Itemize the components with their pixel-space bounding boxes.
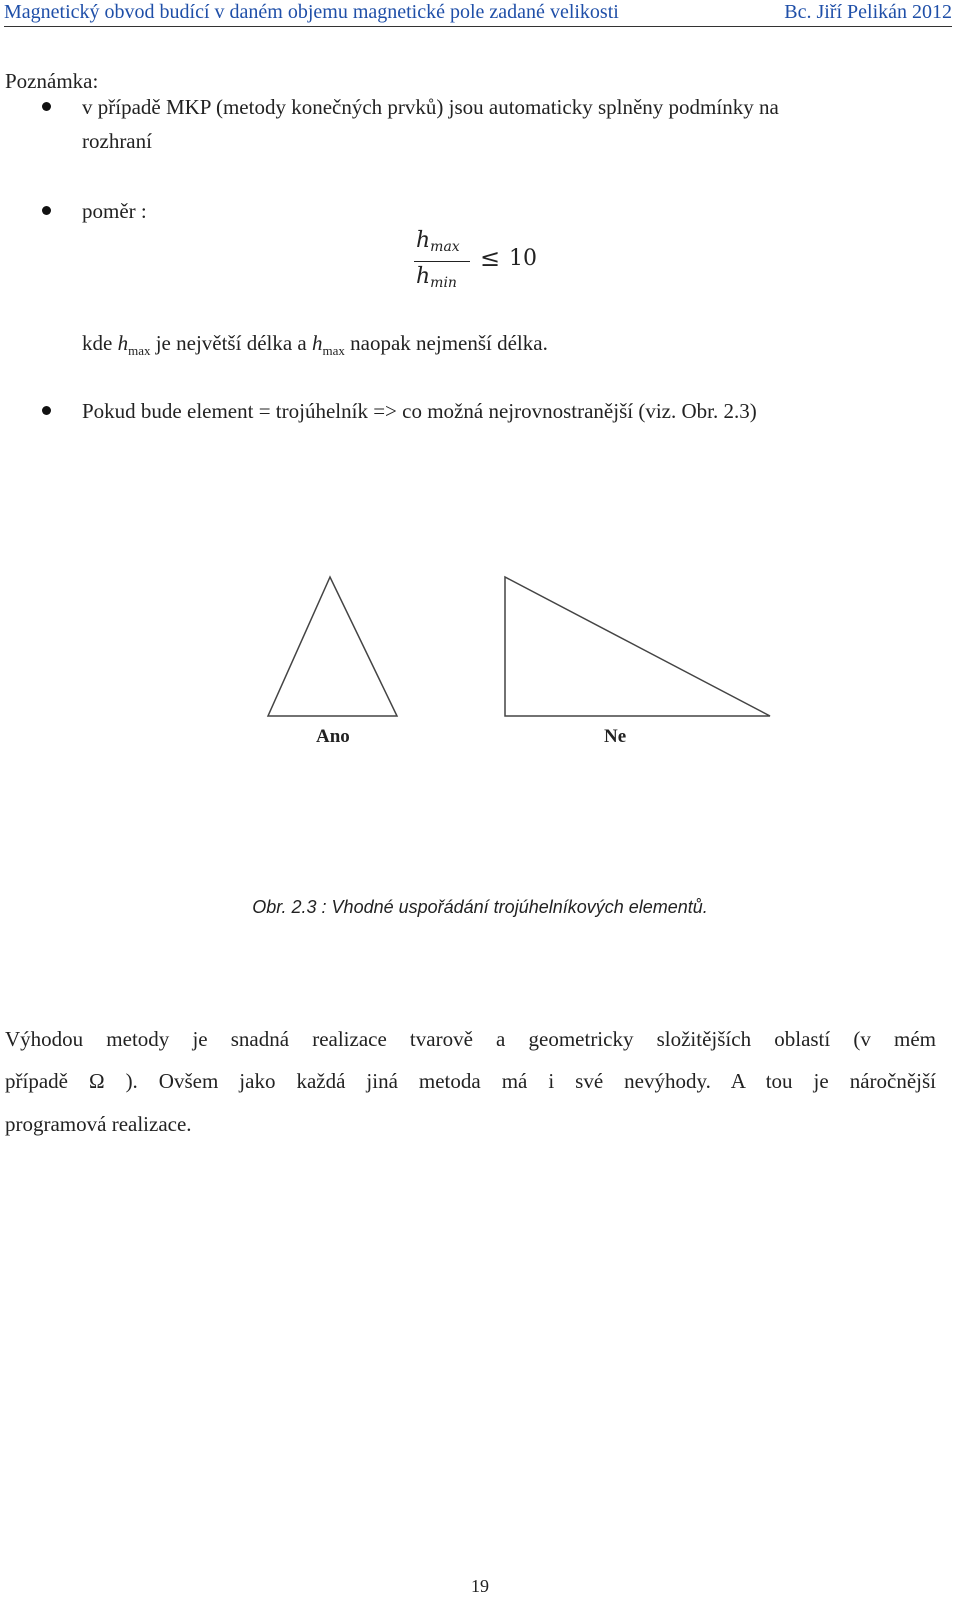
formula-rhs: 10 (509, 246, 537, 271)
bullet-dot-1 (42, 102, 51, 111)
formula-relation: ≤ (480, 244, 501, 272)
bullet-dot-3 (42, 406, 51, 415)
bullet-1-line-2: rozhraní (82, 129, 152, 153)
figure-label-ano: Ano (316, 726, 350, 747)
bullet-1-line-1: v případě MKP (metody konečných prvků) jsou automaticky splněny podmínky na (82, 95, 779, 119)
formula-denominator: hmin (416, 264, 457, 291)
header-title: Magnetický obvod budící v daném objemu magnetické pole zadané velikosti (4, 1, 619, 23)
page-number: 19 (471, 1576, 489, 1596)
page-header (4, 0, 952, 24)
note-heading: Poznámka: (5, 69, 99, 93)
formula-numerator: hmax (416, 228, 460, 255)
figure-caption: Obr. 2.3 : Vhodné uspořádání trojúhelníkových elementů. (252, 897, 708, 917)
bullet-3-text: Pokud bude element = trojúhelník => co možná nejrovnostranější (viz. Obr. 2.3) (82, 399, 757, 423)
paragraph-line-1: Výhodou metody je snadná realizace tvarově a geometricky složitějších oblastí (v mém (5, 1027, 936, 1051)
bullet-dot-2 (42, 206, 51, 215)
formula-fraction-bar (414, 261, 470, 262)
triangle-figure (0, 560, 960, 730)
bullet-2-text: poměr : (82, 199, 147, 223)
header-author: Bc. Jiří Pelikán 2012 (784, 1, 952, 23)
figure-label-ne: Ne (604, 726, 627, 747)
right-triangle (505, 577, 770, 716)
paragraph-line-3: programová realizace. (5, 1112, 192, 1136)
header-rule (4, 26, 952, 27)
paragraph-line-2: případě Ω ). Ovšem jako každá jiná metoda má i své nevýhody. A tou je náročnější (5, 1069, 936, 1093)
ratio-formula (410, 226, 540, 296)
kde-line: kde $h_{max}$ je největší délka a $h_{max}$ naopak nejmenší délka. (82, 331, 548, 358)
equilateral-triangle (268, 577, 397, 716)
